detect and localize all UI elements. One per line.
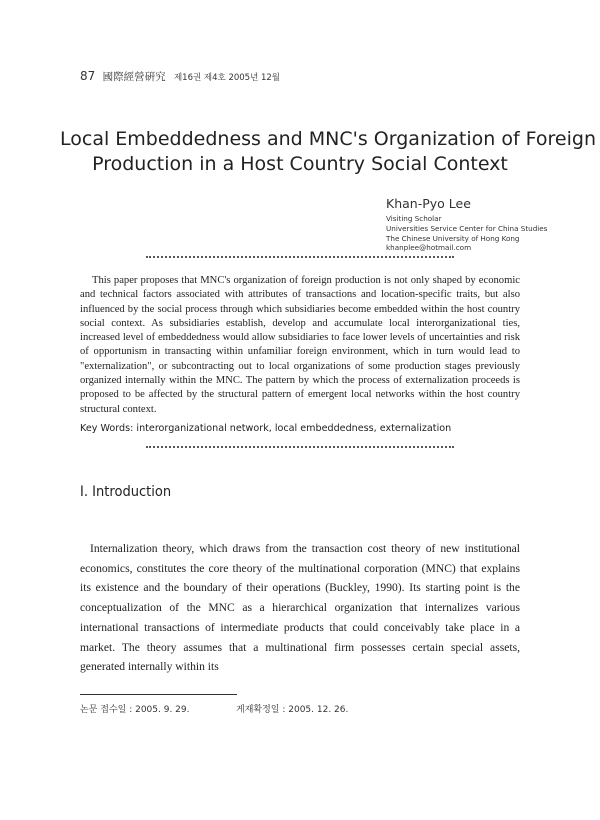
paper-title-line-1: Local Embeddedness and MNC's Organization of Foreign: [60, 128, 597, 150]
accepted-block: [236, 702, 348, 715]
accepted-label: 게재확정일 :: [236, 705, 286, 715]
abstract-bottom-divider: [146, 446, 454, 448]
author-affiliation-center: Universities Service Center for China Studies: [386, 223, 548, 233]
section-number: Ⅰ.: [80, 484, 89, 500]
author-affiliation-position: Visiting Scholar: [386, 214, 442, 223]
paper-title-line-2: Production in a Host Country Social Context: [92, 153, 508, 175]
author-email: khanplee@hotmail.com: [386, 243, 472, 253]
accepted-date: 2005. 12. 26.: [288, 705, 349, 715]
running-head: [80, 69, 280, 84]
author-name: Khan-Pyo Lee: [386, 196, 471, 211]
keywords-terms: interorganizational network, local embeddedness, externalization: [136, 423, 452, 434]
footnote-rule: [80, 694, 237, 695]
journal-name: 國際經營硏究: [102, 71, 166, 83]
received-date: 2005. 9. 29.: [135, 705, 190, 715]
section-title: Introduction: [92, 484, 172, 500]
paper-title: [60, 127, 597, 177]
abstract-top-divider: [146, 256, 454, 258]
footnote-dates: [80, 702, 349, 715]
journal-issue: 제16권 제4호 2005년 12월: [173, 73, 281, 83]
page-number: 87: [80, 69, 96, 83]
author-affiliation-university: The Chinese University of Hong Kong: [386, 233, 520, 243]
received-label: 논문 접수일 :: [80, 705, 133, 715]
keywords: [80, 423, 451, 434]
abstract-text: This paper proposes that MNC's organization of foreign production is not only shaped by economic and technical factors associated with attributes of transactions and location-specific traits, but also influenced by the social process through which subsidiaries become embedded within the host country social context. As subsidiaries establish, develop and accumulate local interorganizational ties, increased level of embeddedness would allow subsidiaries to face lower levels of uncertainties and risk of opportunism in transacting within unfamiliar foreign environment, which in turn would lead to "externalization", or subcontracting out to local organizations of some production stages previously organized internally within the MNC. The pattern by which the process of externalization proceeds is proposed to be affected by the structural pattern of emergent local networks within the host country structural context.: [80, 275, 520, 415]
body-paragraph: Internalization theory, which draws from the transaction cost theory of new institutional economics, constitutes the core theory of the multinational corporation (MNC) that explains its existence and the boundary of their operations (Buckley, 1990). Its starting point is the conceptualization of the MNC as a hierarchical organization that internalizes various international transactions of intermediate products that could conceivably take place in a market. The theory assumes that a multinational firm possesses certain special assets, generated internally within its: [80, 542, 520, 674]
author-block: [386, 196, 547, 253]
section-heading: [80, 484, 171, 500]
keywords-label: Key Words:: [80, 423, 134, 434]
